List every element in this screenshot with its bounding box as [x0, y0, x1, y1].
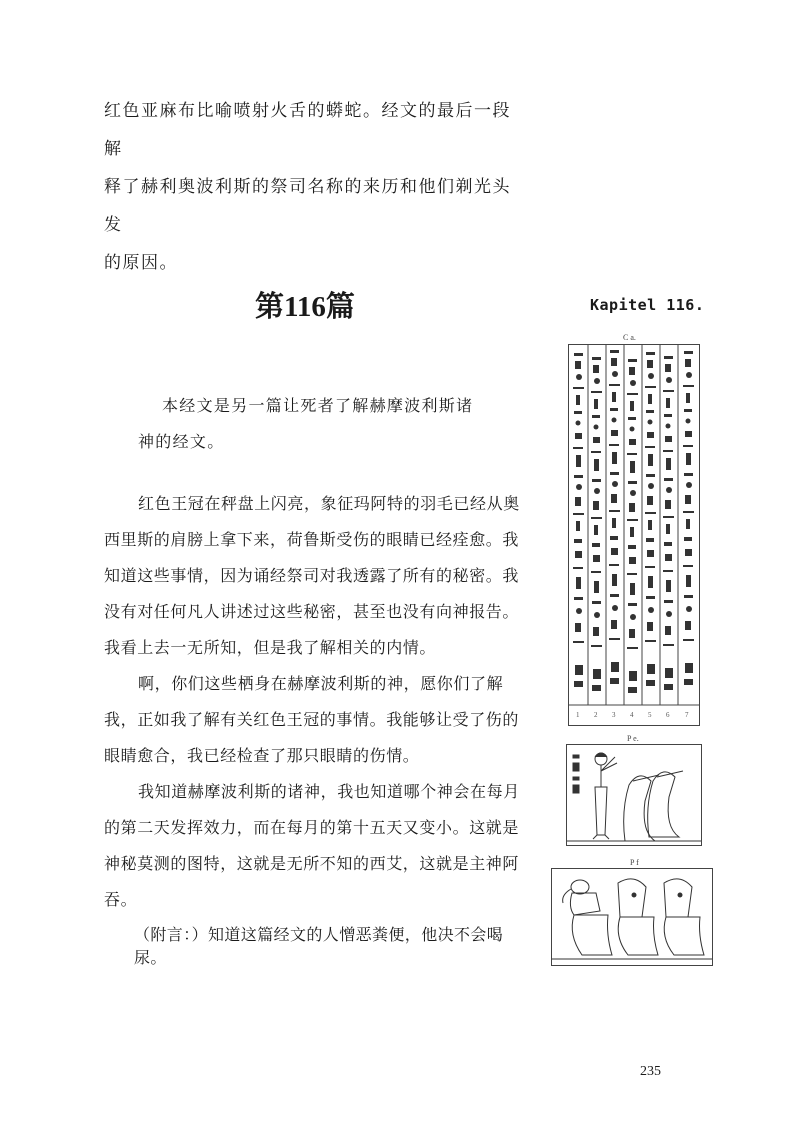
body-paragraph: 啊，你们这些栖身在赫摩波利斯的神，愿你们了解我，正如我了解有关红色王冠的事情。我能够让受了伤的眼睛愈合，我已经检查了那只眼睛的伤情。	[104, 674, 520, 765]
plate-heading: Kapitel 116.	[590, 296, 705, 314]
plate-label-ca: C a.	[623, 333, 636, 342]
top-paragraph-line: 红色亚麻布比喻喷射火舌的蟒蛇。经文的最后一段解	[104, 101, 511, 159]
body-paragraph: 我知道赫摩波利斯的诸神，我也知道哪个神会在每月的第二天发挥效力，而在每月的第十五天又变小。这就是神秘莫测的图特，这就是无所不知的西艾，这就是主神阿吞。	[104, 782, 520, 909]
column-number: 5	[648, 711, 652, 719]
chapter-body	[104, 486, 529, 918]
hieroglyph-columns-illustration	[569, 345, 699, 725]
top-paragraph-line: 释了赫利奥波利斯的祭司名称的来历和他们剃光头发	[104, 177, 511, 235]
vignette-pf	[551, 868, 713, 966]
intro-line-2: 神的经文。	[138, 432, 225, 451]
intro-line-1: 本经文是另一篇让死者了解赫摩波利斯诸	[162, 396, 474, 415]
column-number: 1	[576, 711, 580, 719]
column-number: 3	[612, 711, 616, 719]
chapter-intro	[104, 388, 524, 460]
postscript: （附言：）知道这篇经文的人憎恶粪便，他决不会喝尿。	[134, 925, 504, 967]
page-number: 235	[640, 1064, 661, 1079]
body-paragraph: 红色王冠在秤盘上闪亮，象征玛阿特的羽毛已经从奥西里斯的肩膀上拿下来，荷鲁斯受伤的眼睛已经痊愈。我知道这些事情，因为诵经祭司对我透露了所有的秘密。我没有对任何凡人讲述过这些秘密，甚至也没有向神报告。我看上去一无所知，但是我了解相关的内情。	[104, 494, 520, 657]
column-number: 2	[594, 711, 598, 719]
column-number: 7	[685, 711, 689, 719]
chapter-title	[255, 284, 375, 325]
plate-label-pe: P e.	[627, 734, 639, 743]
top-paragraph-line: 的原因。	[104, 253, 178, 273]
three-seated-gods-illustration	[552, 869, 712, 965]
chapter-title-text: 第116篇	[255, 291, 355, 323]
column-number: 6	[666, 711, 670, 719]
top-paragraph	[104, 92, 524, 282]
deceased-adoring-gods-illustration	[567, 745, 701, 845]
hieroglyph-text-plate	[568, 344, 700, 726]
column-number: 4	[630, 711, 634, 719]
vignette-pe	[566, 744, 702, 846]
plate-label-pf: P f	[630, 858, 639, 867]
